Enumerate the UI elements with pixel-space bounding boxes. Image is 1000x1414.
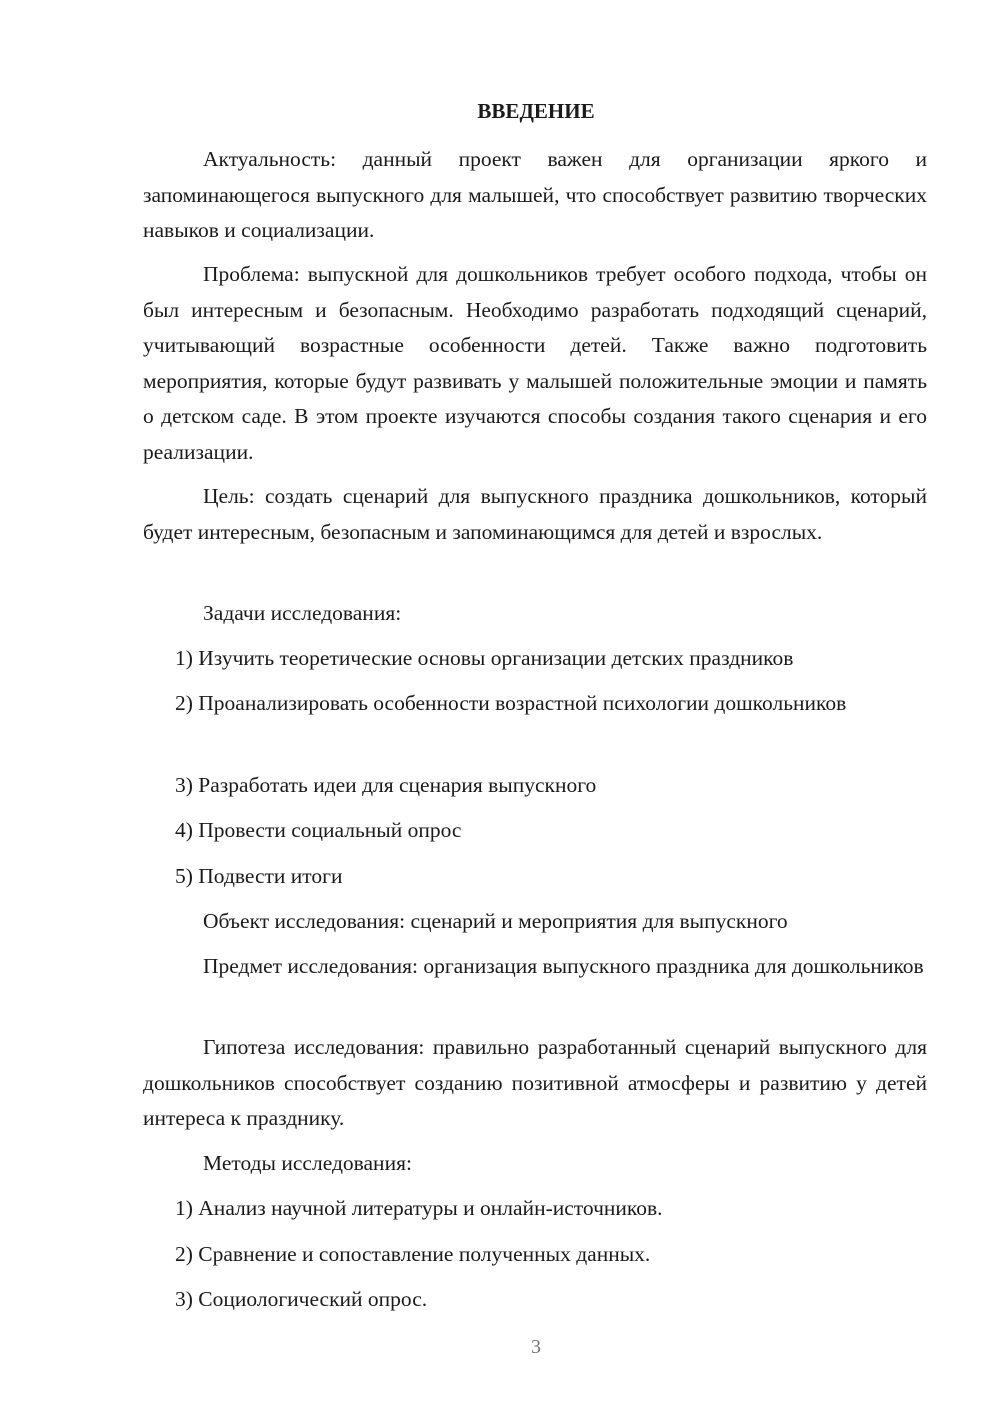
page-number: 3 [531, 1336, 541, 1358]
method-item: 2) Сравнение и сопоставление полученных данных. [175, 1242, 651, 1266]
tasks-heading: Задачи исследования: [203, 601, 402, 625]
method-item: 3) Социологический опрос. [175, 1287, 428, 1311]
object-line: Объект исследования: сценарий и мероприятия для выпускного [203, 909, 788, 933]
goal-paragraph: Цель: создать сценарий для выпускного праздника дошкольников, который будет интересным, безопасным и запоминающимся для детей и взрослых. [143, 484, 927, 544]
problem-paragraph: Проблема: выпускной для дошкольников требует особого подхода, чтобы он был интересным и безопасным. Необходимо разработать подходящий сценарий, учитывающий возрастные особенности детей. Также важно подготовить мероприятия, которые будут развивать у малышей положительные эмоции и память о детском саде. В этом проекте изучаются способы создания такого сценария и его реализации. [143, 262, 927, 464]
subject-paragraph: Предмет исследования: организация выпускного праздника для дошкольников [203, 954, 924, 978]
hypothesis-paragraph: Гипотеза исследования: правильно разработанный сценарий выпускного для дошкольников способствует созданию позитивной атмосферы и развитию у детей интереса к празднику. [143, 1035, 927, 1130]
task-item: 3) Разработать идеи для сценария выпускного [175, 773, 597, 797]
method-item: 1) Анализ научной литературы и онлайн-источников. [175, 1196, 663, 1220]
section-title: ВВЕДЕНИЕ [477, 99, 595, 123]
task-item: 2) Проанализировать особенности возрастной психологии дошкольников [175, 691, 847, 715]
task-item: 4) Провести социальный опрос [175, 818, 462, 842]
relevance-paragraph: Актуальность: данный проект важен для организации яркого и запоминающегося выпускного для малышей, что способствует развитию творческих навыков и социализации. [143, 147, 927, 242]
task-item: 5) Подвести итоги [175, 864, 343, 888]
task-item: 1) Изучить теоретические основы организации детских праздников [175, 646, 794, 670]
methods-heading: Методы исследования: [203, 1151, 412, 1175]
